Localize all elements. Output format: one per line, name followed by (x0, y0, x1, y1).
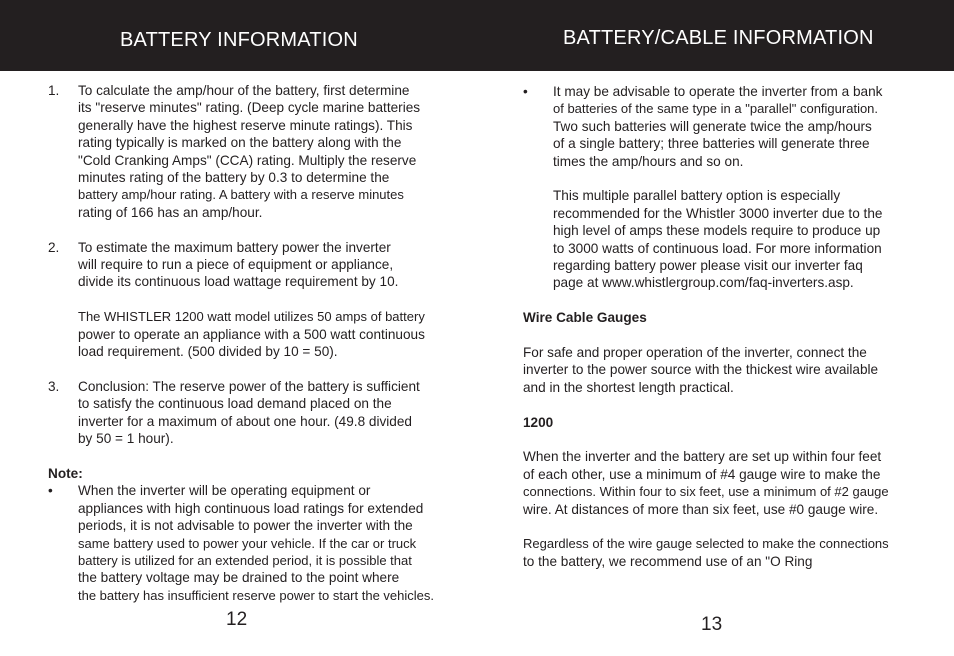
text-line: generally have the highest reserve minute ratings). This (78, 117, 413, 133)
parallel-battery-bullet (523, 83, 913, 292)
text-line: by 50 = 1 hour). (78, 431, 174, 447)
text-line: inverter to the power source with the thickest wire available (523, 362, 879, 378)
header-bar (0, 0, 954, 71)
text-line: rating of 166 has an amp/hour. (78, 204, 263, 220)
text-line: Regardless of the wire gauge selected to make the connections (523, 536, 889, 552)
text-line: of batteries of the same type in a "parallel" configuration. (553, 101, 879, 117)
numbered-item-2 (48, 239, 440, 361)
text-line: battery is utilized for an extended period, it is possible that (78, 552, 412, 568)
text-line: of each other, use a minimum of #4 gauge wire to make the (523, 466, 881, 482)
text-line: page at www.whistlergroup.com/faq-inverters.asp. (553, 275, 854, 291)
left-page-body (48, 82, 440, 604)
text-line: to 3000 watts of continuous load. For more information (553, 240, 882, 256)
right-page-body (523, 83, 913, 570)
right-page-title: BATTERY/CABLE INFORMATION (563, 27, 874, 49)
model-heading: 1200 (523, 414, 554, 430)
text-line: appliances with high continuous load ratings for extended (78, 500, 424, 516)
text-line: The WHISTLER 1200 watt model utilizes 50 amps of battery (78, 309, 425, 325)
text-line: When the inverter and the battery are set up within four feet (523, 449, 882, 465)
text-line: its "reserve minutes" rating. (Deep cycle marine batteries (78, 100, 421, 116)
text-line: rating typically is marked on the battery along with the (78, 135, 402, 151)
text-line: load requirement. (500 divided by 10 = 50). (78, 344, 338, 360)
text-line: Two such batteries will generate twice the amp/hours (553, 118, 872, 134)
left-page-number: 12 (226, 609, 248, 630)
text-line: same battery used to power your vehicle. If the car or truck (78, 535, 417, 551)
text-line: times the amp/hours and so on. (553, 153, 744, 169)
right-page-number: 13 (701, 614, 723, 635)
text-line: the battery voltage may be drained to the point where (78, 570, 400, 586)
note-bullet (48, 482, 440, 604)
text-line: battery amp/hour rating. A battery with a reserve minutes (78, 187, 404, 203)
bullet-marker: • (48, 483, 53, 499)
text-line: divide its continuous load wattage requirement by 10. (78, 274, 399, 290)
text-line: power to operate an appliance with a 500 watt continuous (78, 326, 425, 342)
text-line: regarding battery power please visit our inverter faq (553, 258, 863, 274)
text-line: the battery has insufficient reserve power to start the vehicles. (78, 587, 434, 603)
text-line: It may be advisable to operate the inverter from a bank (553, 84, 883, 99)
item-number: 3. (48, 378, 60, 394)
text-line: to the battery, we recommend use of an "O Ring (523, 553, 813, 569)
text-line: "Cold Cranking Amps" (CCA) rating. Multiply the reserve (78, 152, 417, 168)
left-page-title: BATTERY INFORMATION (120, 29, 358, 51)
text-line: and in the shortest length practical. (523, 379, 734, 395)
text-line: recommended for the Whistler 3000 inverter due to the (553, 205, 883, 221)
text-line: To estimate the maximum battery power the inverter (78, 239, 391, 255)
text-line: of a single battery; three batteries will generate three (553, 136, 870, 152)
item-number: 2. (48, 239, 60, 255)
item-number: 1. (48, 83, 60, 98)
text-line: connections. Within four to six feet, use a minimum of #2 gauge (523, 484, 889, 500)
note-heading: Note: (48, 465, 83, 481)
text-line: When the inverter will be operating equipment or (78, 483, 371, 499)
text-line: to satisfy the continuous load demand placed on the (78, 396, 392, 412)
text-line: periods, it is not advisable to power the inverter with the (78, 518, 413, 534)
wire-gauges-heading: Wire Cable Gauges (523, 310, 647, 326)
text-line: Conclusion: The reserve power of the battery is sufficient (78, 378, 420, 394)
text-line: To calculate the amp/hour of the battery, first determine (78, 83, 410, 98)
numbered-item-1 (48, 82, 440, 221)
text-line: This multiple parallel battery option is especially (553, 188, 841, 204)
bullet-marker: • (523, 84, 528, 99)
text-line: inverter for a maximum of about one hour. (49.8 divided (78, 413, 412, 429)
text-line: minutes rating of the battery by 0.3 to determine the (78, 170, 390, 186)
text-line: will require to run a piece of equipment or appliance, (78, 257, 394, 273)
text-line: wire. At distances of more than six feet, use #0 gauge wire. (523, 501, 879, 517)
text-line: For safe and proper operation of the inverter, connect the (523, 345, 867, 361)
numbered-item-3 (48, 378, 440, 448)
text-line: high level of amps these models require to produce up (553, 223, 881, 239)
